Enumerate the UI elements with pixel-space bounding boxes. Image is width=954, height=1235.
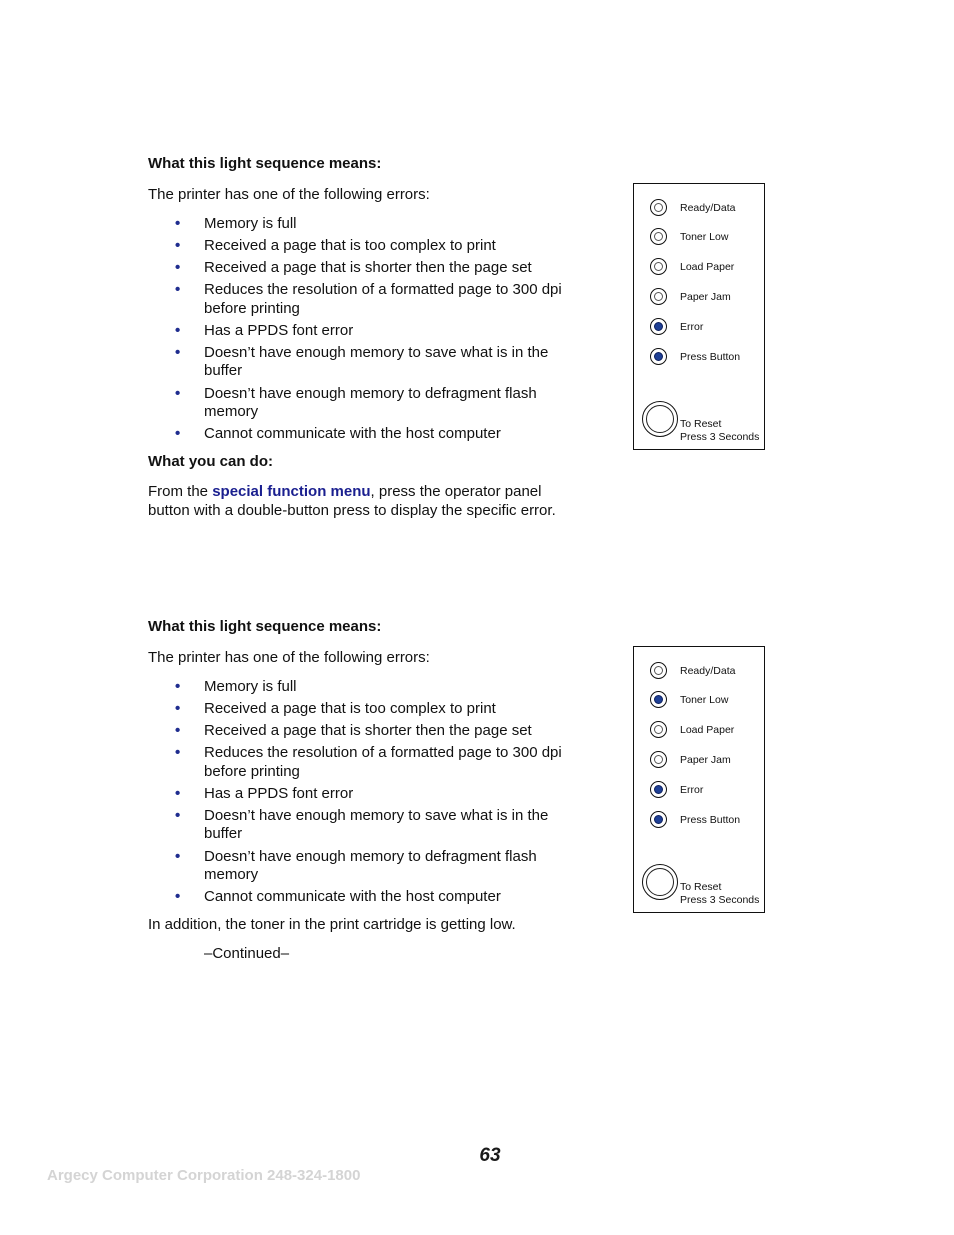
light-toner-low (650, 228, 760, 248)
light-label: Error (680, 784, 704, 796)
section-heading: What this light sequence means: (148, 618, 382, 635)
list-item: • Received a page that is too complex to print (175, 237, 496, 255)
led-icon (650, 721, 667, 738)
led-icon (650, 811, 667, 828)
bullet-icon: • (175, 888, 181, 906)
led-icon (650, 781, 667, 798)
led-icon (650, 751, 667, 768)
section-heading: What this light sequence means: (148, 155, 382, 172)
error-list (148, 215, 568, 444)
light-load-paper (650, 258, 760, 278)
led-icon (650, 662, 667, 679)
light-label: Ready/Data (680, 202, 736, 214)
light-load-paper (650, 721, 760, 741)
light-ready-data (650, 662, 760, 682)
bullet-icon: • (175, 678, 181, 695)
light-error (650, 781, 760, 801)
list-item: • Doesn’t have enough memory to save what is in the buffer (175, 343, 549, 380)
light-paper-jam (650, 288, 760, 308)
bullet-icon: • (175, 237, 181, 255)
light-paper-jam (650, 751, 760, 771)
bullet-icon: • (175, 806, 181, 824)
list-item: • Received a page that is too complex to print (175, 700, 496, 718)
reset-instructions: To Reset Press 3 Seconds (680, 881, 760, 906)
light-label: Load Paper (680, 261, 735, 273)
action-heading: What you can do: (148, 452, 273, 470)
bullet-icon: • (175, 425, 181, 443)
bullet-icon: • (175, 700, 181, 718)
bullet-icon: • (175, 847, 181, 865)
list-item: • Cannot communicate with the host computer (175, 888, 501, 906)
toner-note: In addition, the toner in the print cartridge is getting low. (148, 915, 516, 933)
bullet-icon: • (175, 784, 181, 802)
section-2 (148, 618, 568, 964)
bullet-icon: • (175, 281, 181, 299)
light-label: Paper Jam (680, 291, 731, 303)
special-function-menu-link[interactable]: special function menu (212, 483, 371, 501)
led-icon (650, 228, 667, 245)
light-label: Press Button (680, 351, 741, 363)
light-press-button (650, 348, 760, 368)
operator-panel-1 (633, 183, 765, 450)
section-intro: The printer has one of the following errors: (148, 185, 430, 203)
bullet-icon: • (175, 343, 181, 361)
light-label: Toner Low (680, 694, 729, 706)
list-item: • Received a page that is shorter then the page set (175, 722, 532, 740)
list-item: • Cannot communicate with the host computer (175, 425, 501, 443)
reset-instructions: To Reset Press 3 Seconds (680, 418, 760, 443)
list-item: • Doesn’t have enough memory to defragment flash memory (175, 847, 537, 884)
list-item: • Doesn’t have enough memory to save what is in the buffer (175, 806, 549, 843)
list-item: • Memory is full (175, 678, 297, 695)
led-icon (650, 199, 667, 216)
light-label: Toner Low (680, 231, 729, 243)
list-item: • Has a PPDS font error (175, 784, 354, 802)
led-icon (650, 258, 667, 275)
list-item: • Doesn’t have enough memory to defragment flash memory (175, 384, 537, 421)
light-toner-low (650, 691, 760, 711)
list-item: • Memory is full (175, 215, 297, 232)
light-label: Paper Jam (680, 754, 731, 766)
light-error (650, 318, 760, 338)
led-icon (650, 318, 667, 335)
bullet-icon: • (175, 744, 181, 762)
reset-button[interactable] (642, 864, 678, 900)
bullet-icon: • (175, 259, 181, 277)
reset-button[interactable] (642, 401, 678, 437)
led-icon (650, 348, 667, 365)
light-ready-data (650, 199, 760, 219)
bullet-icon: • (175, 722, 181, 740)
light-label: Press Button (680, 814, 741, 826)
error-list (148, 678, 568, 907)
section-1 (148, 155, 568, 531)
operator-panel-2 (633, 646, 765, 913)
light-press-button (650, 811, 760, 831)
list-item: • Reduces the resolution of a formatted page to 300 dpi before printing (175, 281, 562, 317)
light-label: Load Paper (680, 724, 735, 736)
bullet-icon: • (175, 215, 181, 232)
action-text: From the special function menu, press the operator panel button with a double-button press to display the specific error. (148, 483, 556, 519)
light-label: Ready/Data (680, 665, 736, 677)
list-item: • Received a page that is shorter then the page set (175, 259, 532, 277)
bullet-icon: • (175, 321, 181, 339)
led-icon (650, 288, 667, 305)
continued-marker: –Continued– (204, 945, 290, 963)
page-number: 63 (479, 1145, 501, 1166)
section-intro: The printer has one of the following errors: (148, 648, 430, 666)
list-item: • Reduces the resolution of a formatted page to 300 dpi before printing (175, 744, 562, 780)
light-label: Error (680, 321, 704, 333)
list-item: • Has a PPDS font error (175, 321, 354, 339)
bullet-icon: • (175, 384, 181, 402)
footer-watermark: Argecy Computer Corporation 248-324-1800 (47, 1167, 361, 1184)
led-icon (650, 691, 667, 708)
